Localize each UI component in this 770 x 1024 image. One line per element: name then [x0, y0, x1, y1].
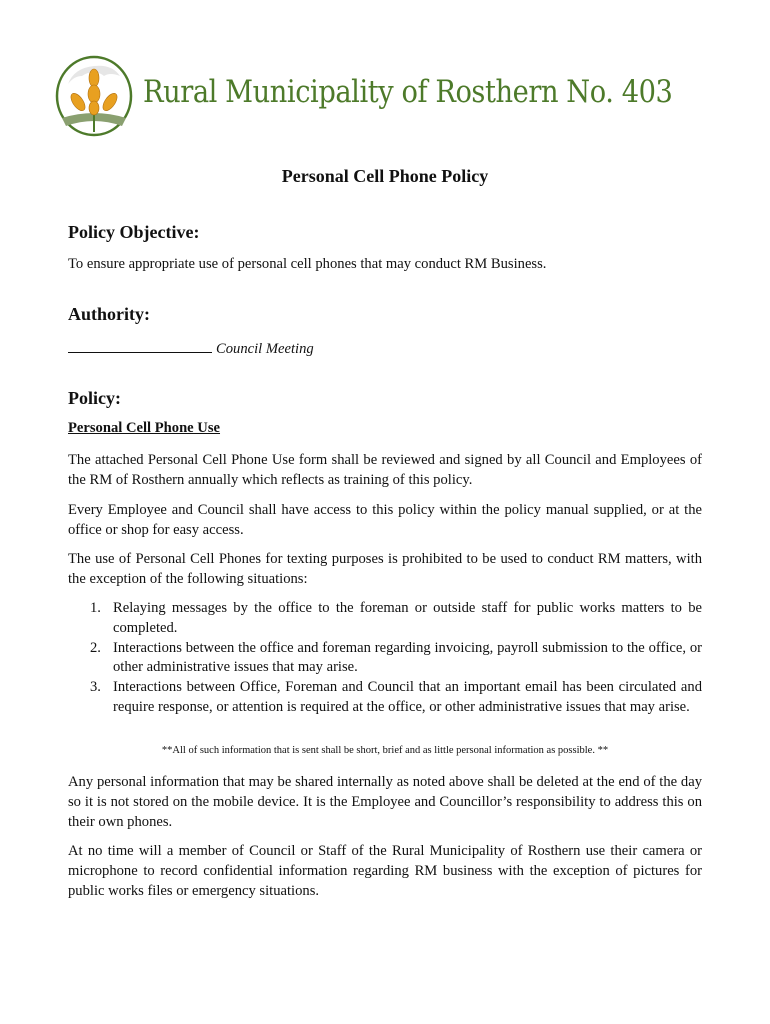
- policy-heading: Policy:: [68, 388, 121, 408]
- paragraph: Any personal information that may be shared internally as noted above shall be deleted at the end of the day so it is not stored on the mobile device. It is the Employee and Councillor’s responsibility to address this on their own phones.: [68, 774, 702, 830]
- paragraph: The use of Personal Cell Phones for texting purposes is prohibited to be used to conduct RM matters, with the exception of the following situations:: [68, 551, 702, 587]
- note: **All of such information that is sent shall be short, brief and as little personal information as possible. **: [161, 745, 609, 756]
- authority-text: Council Meeting: [216, 341, 314, 357]
- objective-heading: Policy Objective:: [68, 222, 200, 242]
- signature-blank: [68, 340, 212, 353]
- exceptions-list: [68, 599, 702, 718]
- list-item: 3. Interactions between Office, Foreman and Council that an important email has been circulated and require response, or attention is required at the office, or other administrative issues that may arise.: [90, 679, 702, 715]
- authority-heading: Authority:: [68, 304, 150, 324]
- paragraph: At no time will a member of Council or Staff of the Rural Municipality of Rosthern use their camera or microphone to record confidential information regarding RM business with the exception of pictures for public works files or emergency situations.: [68, 843, 702, 899]
- document-title: Personal Cell Phone Policy: [281, 166, 489, 186]
- paragraph: The attached Personal Cell Phone Use form shall be reviewed and signed by all Council and Employees of the RM of Rosthern annually which reflects as training of this policy.: [68, 452, 702, 488]
- paragraph: Every Employee and Council shall have access to this policy within the policy manual supplied, or at the office or shop for easy access.: [68, 502, 702, 538]
- wheat-emblem-icon: [54, 54, 134, 138]
- policy-subheading: Personal Cell Phone Use: [68, 420, 221, 436]
- authority-line: [68, 340, 314, 358]
- objective-text: To ensure appropriate use of personal cell phones that may conduct RM Business.: [68, 256, 547, 272]
- list-item: 1. Relaying messages by the office to the foreman or outside staff for public works matters to be completed.: [90, 600, 702, 636]
- org-name-logo-text: Rural Municipality of Rosthern No. 403: [143, 74, 673, 110]
- list-item: 2. Interactions between the office and foreman regarding invoicing, payroll submission to the office, or other administrative issues that may arise.: [90, 639, 702, 676]
